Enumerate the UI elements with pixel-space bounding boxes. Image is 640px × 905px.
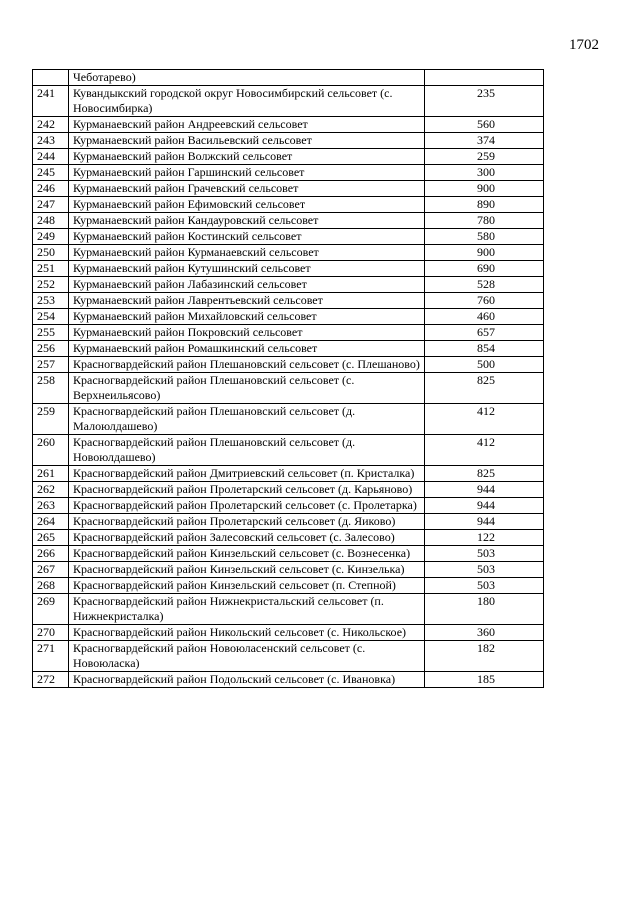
row-name: Красногвардейский район Залесовский сельсовет (с. Залесово) bbox=[69, 530, 425, 546]
table-row bbox=[33, 325, 544, 341]
row-number: 256 bbox=[33, 341, 69, 357]
row-name: Курманаевский район Кутушинский сельсовет bbox=[69, 261, 425, 277]
row-name: Красногвардейский район Нижнекристальский сельсовет (п. Нижнекристалка) bbox=[69, 594, 425, 625]
row-number: 252 bbox=[33, 277, 69, 293]
table-row bbox=[33, 482, 544, 498]
table-row bbox=[33, 341, 544, 357]
table-row bbox=[33, 578, 544, 594]
row-value: 503 bbox=[425, 546, 544, 562]
row-number bbox=[33, 70, 69, 86]
row-name: Красногвардейский район Никольский сельсовет (с. Никольское) bbox=[69, 625, 425, 641]
row-number: 265 bbox=[33, 530, 69, 546]
table-row bbox=[33, 165, 544, 181]
row-value: 185 bbox=[425, 672, 544, 688]
settlements-table bbox=[32, 69, 544, 688]
table-row bbox=[33, 229, 544, 245]
table-row bbox=[33, 293, 544, 309]
row-number: 269 bbox=[33, 594, 69, 625]
row-number: 243 bbox=[33, 133, 69, 149]
row-name: Курманаевский район Ромашкинский сельсовет bbox=[69, 341, 425, 357]
row-value: 503 bbox=[425, 562, 544, 578]
row-number: 244 bbox=[33, 149, 69, 165]
row-number: 260 bbox=[33, 435, 69, 466]
row-name: Курманаевский район Гаршинский сельсовет bbox=[69, 165, 425, 181]
row-number: 258 bbox=[33, 373, 69, 404]
row-value: 182 bbox=[425, 641, 544, 672]
row-number: 263 bbox=[33, 498, 69, 514]
row-value bbox=[425, 70, 544, 86]
row-number: 250 bbox=[33, 245, 69, 261]
row-value: 825 bbox=[425, 466, 544, 482]
row-value: 760 bbox=[425, 293, 544, 309]
row-value: 560 bbox=[425, 117, 544, 133]
table-row bbox=[33, 213, 544, 229]
row-name: Курманаевский район Лаврентьевский сельсовет bbox=[69, 293, 425, 309]
table-row bbox=[33, 466, 544, 482]
row-name: Красногвардейский район Кинзельский сельсовет (с. Кинзелька) bbox=[69, 562, 425, 578]
row-value: 825 bbox=[425, 373, 544, 404]
row-name: Курманаевский район Покровский сельсовет bbox=[69, 325, 425, 341]
table-row bbox=[33, 594, 544, 625]
row-value: 900 bbox=[425, 245, 544, 261]
page-number: 1702 bbox=[569, 37, 599, 53]
row-name: Курманаевский район Волжский сельсовет bbox=[69, 149, 425, 165]
table-row bbox=[33, 672, 544, 688]
table-row bbox=[33, 86, 544, 117]
row-number: 255 bbox=[33, 325, 69, 341]
table-row bbox=[33, 498, 544, 514]
row-name: Красногвардейский район Дмитриевский сельсовет (п. Кристалка) bbox=[69, 466, 425, 482]
row-value: 412 bbox=[425, 404, 544, 435]
row-number: 261 bbox=[33, 466, 69, 482]
table-row bbox=[33, 245, 544, 261]
row-value: 657 bbox=[425, 325, 544, 341]
row-number: 267 bbox=[33, 562, 69, 578]
row-number: 248 bbox=[33, 213, 69, 229]
row-name: Красногвардейский район Новоюласенский сельсовет (с. Новоюласка) bbox=[69, 641, 425, 672]
row-name: Курманаевский район Костинский сельсовет bbox=[69, 229, 425, 245]
row-name: Красногвардейский район Пролетарский сельсовет (д. Яиково) bbox=[69, 514, 425, 530]
row-number: 249 bbox=[33, 229, 69, 245]
row-value: 412 bbox=[425, 435, 544, 466]
row-value: 580 bbox=[425, 229, 544, 245]
row-value: 374 bbox=[425, 133, 544, 149]
row-name: Красногвардейский район Подольский сельсовет (с. Ивановка) bbox=[69, 672, 425, 688]
table-row bbox=[33, 181, 544, 197]
table-row bbox=[33, 641, 544, 672]
row-number: 271 bbox=[33, 641, 69, 672]
row-name: Курманаевский район Курманаевский сельсовет bbox=[69, 245, 425, 261]
table-row bbox=[33, 435, 544, 466]
table-row bbox=[33, 404, 544, 435]
row-value: 122 bbox=[425, 530, 544, 546]
row-name: Красногвардейский район Плешановский сельсовет (с. Плешаново) bbox=[69, 357, 425, 373]
table-row bbox=[33, 149, 544, 165]
row-value: 528 bbox=[425, 277, 544, 293]
row-name: Курманаевский район Кандауровский сельсовет bbox=[69, 213, 425, 229]
table-row bbox=[33, 625, 544, 641]
row-number: 242 bbox=[33, 117, 69, 133]
row-number: 245 bbox=[33, 165, 69, 181]
table-row bbox=[33, 117, 544, 133]
row-number: 272 bbox=[33, 672, 69, 688]
row-value: 690 bbox=[425, 261, 544, 277]
row-value: 460 bbox=[425, 309, 544, 325]
table-row bbox=[33, 309, 544, 325]
row-value: 780 bbox=[425, 213, 544, 229]
row-number: 246 bbox=[33, 181, 69, 197]
row-value: 900 bbox=[425, 181, 544, 197]
table-row bbox=[33, 530, 544, 546]
row-value: 235 bbox=[425, 86, 544, 117]
row-number: 247 bbox=[33, 197, 69, 213]
row-name: Курманаевский район Лабазинский сельсовет bbox=[69, 277, 425, 293]
table-row bbox=[33, 373, 544, 404]
row-value: 500 bbox=[425, 357, 544, 373]
table-body bbox=[33, 70, 544, 688]
row-name: Курманаевский район Васильевский сельсовет bbox=[69, 133, 425, 149]
row-name: Красногвардейский район Пролетарский сельсовет (д. Карьяново) bbox=[69, 482, 425, 498]
table-row bbox=[33, 261, 544, 277]
row-name: Курманаевский район Ефимовский сельсовет bbox=[69, 197, 425, 213]
row-name: Курманаевский район Михайловский сельсовет bbox=[69, 309, 425, 325]
row-number: 266 bbox=[33, 546, 69, 562]
table-row-continuation bbox=[33, 70, 544, 86]
row-name: Красногвардейский район Плешановский сельсовет (д. Новоюлдашево) bbox=[69, 435, 425, 466]
table-row bbox=[33, 277, 544, 293]
row-name: Чеботарево) bbox=[69, 70, 425, 86]
row-number: 251 bbox=[33, 261, 69, 277]
row-name: Красногвардейский район Кинзельский сельсовет (с. Вознесенка) bbox=[69, 546, 425, 562]
row-value: 854 bbox=[425, 341, 544, 357]
row-number: 254 bbox=[33, 309, 69, 325]
table-row bbox=[33, 133, 544, 149]
table-row bbox=[33, 357, 544, 373]
row-value: 259 bbox=[425, 149, 544, 165]
row-value: 503 bbox=[425, 578, 544, 594]
row-value: 944 bbox=[425, 514, 544, 530]
row-number: 270 bbox=[33, 625, 69, 641]
row-number: 257 bbox=[33, 357, 69, 373]
row-value: 944 bbox=[425, 482, 544, 498]
row-number: 268 bbox=[33, 578, 69, 594]
row-value: 890 bbox=[425, 197, 544, 213]
row-value: 180 bbox=[425, 594, 544, 625]
table-row bbox=[33, 546, 544, 562]
row-number: 253 bbox=[33, 293, 69, 309]
row-number: 262 bbox=[33, 482, 69, 498]
row-name: Красногвардейский район Кинзельский сельсовет (п. Степной) bbox=[69, 578, 425, 594]
row-number: 264 bbox=[33, 514, 69, 530]
row-name: Курманаевский район Грачевский сельсовет bbox=[69, 181, 425, 197]
table-row bbox=[33, 197, 544, 213]
table-row bbox=[33, 562, 544, 578]
row-number: 259 bbox=[33, 404, 69, 435]
row-name: Курманаевский район Андреевский сельсовет bbox=[69, 117, 425, 133]
table-row bbox=[33, 514, 544, 530]
row-value: 360 bbox=[425, 625, 544, 641]
row-name: Красногвардейский район Пролетарский сельсовет (с. Пролетарка) bbox=[69, 498, 425, 514]
row-name: Кувандыкский городской округ Новосимбирский сельсовет (с. Новосимбирка) bbox=[69, 86, 425, 117]
row-name: Красногвардейский район Плешановский сельсовет (с. Верхнеильясово) bbox=[69, 373, 425, 404]
row-number: 241 bbox=[33, 86, 69, 117]
row-value: 944 bbox=[425, 498, 544, 514]
row-value: 300 bbox=[425, 165, 544, 181]
row-name: Красногвардейский район Плешановский сельсовет (д. Малоюлдашево) bbox=[69, 404, 425, 435]
